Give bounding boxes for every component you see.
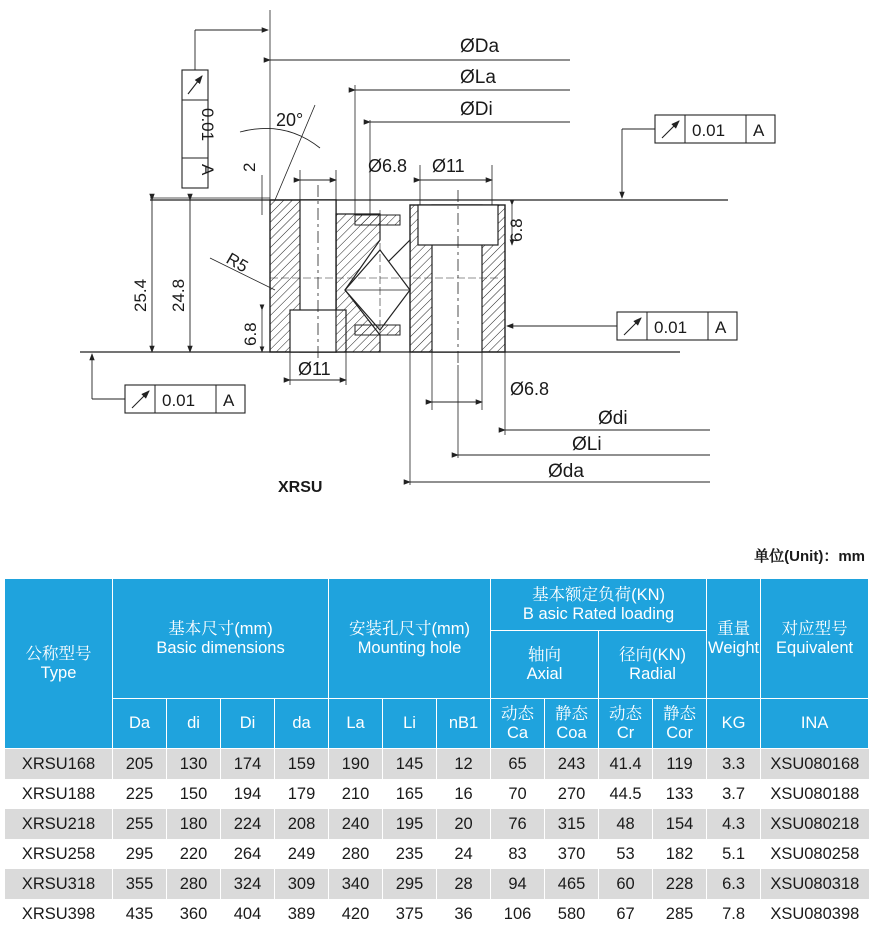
header-INA: INA [761,699,869,749]
svg-text:A: A [223,391,235,410]
header-da: da [275,699,329,749]
angle-label: 20° [276,110,304,130]
dim-6-8-right-label: 6.8 [507,218,526,242]
header-mounting-hole: 安装孔尺寸(mm) Mounting hole [329,579,491,699]
header-weight: 重量 Weight [707,579,761,699]
header-type: 公称型号 Type [5,579,113,749]
tolerance-frame-right-middle [507,312,737,340]
table-row: XRSU218 255 180 224 208 240 195 20 76 315 48 154 4.3 XSU080218 [5,809,869,839]
hole-small-bottom-label: Ø6.8 [510,379,550,399]
svg-text:A: A [198,164,217,176]
dim-6-8-left-label: 6.8 [241,322,260,346]
header-Da: Da [113,699,167,749]
header-Ca: 动态 Ca [491,699,545,749]
tolerance-frame-top-right [622,115,775,198]
dim-Da-label: ØDa [460,36,500,57]
table-row: XRSU168 205 130 174 159 190 145 12 65 243 41.4 119 3.3 XSU080168 [5,749,869,780]
svg-text:0.01: 0.01 [162,391,196,410]
spec-table [4,578,869,929]
header-Di: Di [221,699,275,749]
header-KG: KG [707,699,761,749]
header-axial: 轴向 Axial [491,631,599,699]
table-row: XRSU398 435 360 404 389 420 375 36 106 580 67 285 7.8 XSU080398 [5,899,869,929]
hole-small-top-label: Ø6.8 [368,156,408,176]
dim-Li-label: ØLi [572,434,602,455]
header-di: di [167,699,221,749]
header-La: La [329,699,383,749]
svg-text:0.01: 0.01 [198,108,217,142]
header-Cr: 动态 Cr [599,699,653,749]
svg-text:0.01: 0.01 [692,121,726,140]
svg-text:0.01: 0.01 [654,318,688,337]
svg-text:A: A [753,121,765,140]
header-Coa: 静态 Coa [545,699,599,749]
dim-2-label: 2 [240,162,259,172]
dim-da-label: Øda [548,461,584,482]
model-label: XRSU [278,479,323,496]
header-radial: 径向(KN) Radial [599,631,707,699]
hole-big-bottom-label: Ø11 [298,359,331,379]
table-row: XRSU318 355 280 324 309 340 295 28 94 465 60 228 6.3 XSU080318 [5,869,869,899]
tolerance-frame-bottom-left [92,354,245,413]
table-row: XRSU258 295 220 264 249 280 235 24 83 370 53 182 5.1 XSU080258 [5,839,869,869]
dim-25-4-label: 25.4 [131,278,150,312]
header-Cor: 静态 Cor [653,699,707,749]
radius-label: R5 [223,249,252,277]
dim-Di-label: ØDi [460,99,493,120]
header-Li: Li [383,699,437,749]
table-row: XRSU188 225 150 194 179 210 165 16 70 270 44.5 133 3.7 XSU080188 [5,779,869,809]
hole-big-top-label: Ø11 [432,156,465,176]
unit-label: 单位(Unit)：mm [754,548,865,565]
dim-La-label: ØLa [460,67,496,88]
svg-text:A: A [715,318,727,337]
dim-24-8-label: 24.8 [169,278,188,312]
header-basic-dimensions: 基本尺寸(mm) Basic dimensions [113,579,329,699]
dim-di-label: Ødi [598,408,628,429]
header-rated-loading: 基本额定负荷(KN) B asic Rated loading [491,579,707,631]
header-nB1: nB1 [437,699,491,749]
header-equivalent: 对应型号 Equivalent [761,579,869,699]
